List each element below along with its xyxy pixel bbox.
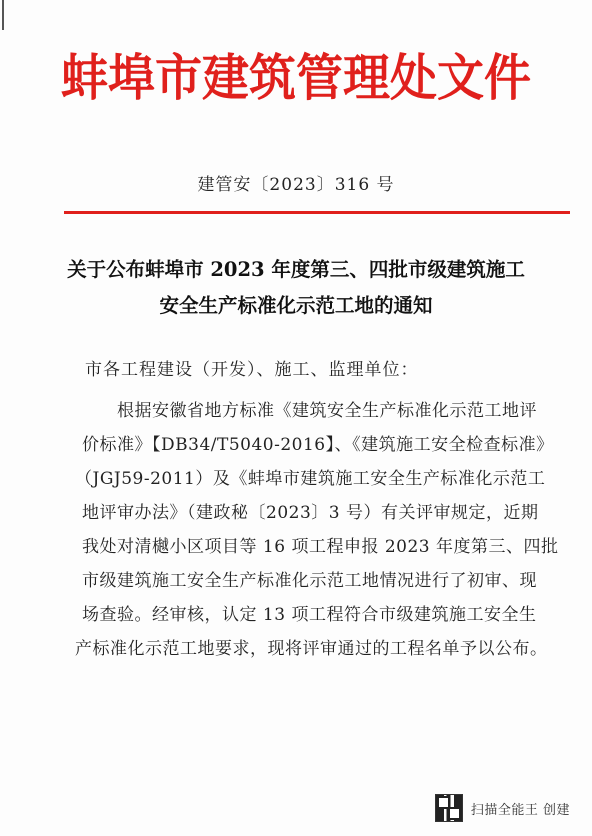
body-line: （JGJ59-2011）及《蚌埠市建筑施工安全生产标准化示范工 xyxy=(75,469,546,489)
body-line: 产标准化示范工地要求，现将评审通过的工程名单予以公布。 xyxy=(75,639,548,659)
body-line: 场查验。经审核，认定 13 项工程符合市级建筑施工安全生 xyxy=(82,605,537,625)
body-line: 地评审办法》（建政秘〔2023〕3 号）有关评审规定，近期 xyxy=(82,503,539,523)
document-number: 建管安〔2023〕316 号 xyxy=(197,175,395,195)
body-line: 价标准》【DB34/T5040-2016】、《建筑施工安全检查标准》 xyxy=(82,435,554,455)
scanner-watermark xyxy=(435,794,570,822)
body-line: 我处对清樾小区项目等 16 项工程申报 2023 年度第三、四批 xyxy=(82,537,559,557)
scan-edge-mark xyxy=(2,0,4,30)
document-header-title: 蚌埠市建筑管理处文件 xyxy=(61,49,532,107)
body-line: 根据安徽省地方标准《建筑安全生产标准化示范工地评 xyxy=(117,401,537,421)
body-line: 市级建筑施工安全生产标准化示范工地情况进行了初审、现 xyxy=(82,571,537,591)
notice-title-line-2: 安全生产标准化示范工地的通知 xyxy=(159,294,433,317)
qr-code-icon xyxy=(435,794,463,822)
scanner-watermark-text: 扫描全能王 创建 xyxy=(470,802,570,818)
header-divider xyxy=(64,211,570,214)
salutation: 市各工程建设（开发）、施工、监理单位： xyxy=(85,360,419,380)
notice-title-line-1: 关于公布蚌埠市 2023 年度第三、四批市级建筑施工 xyxy=(67,258,525,281)
